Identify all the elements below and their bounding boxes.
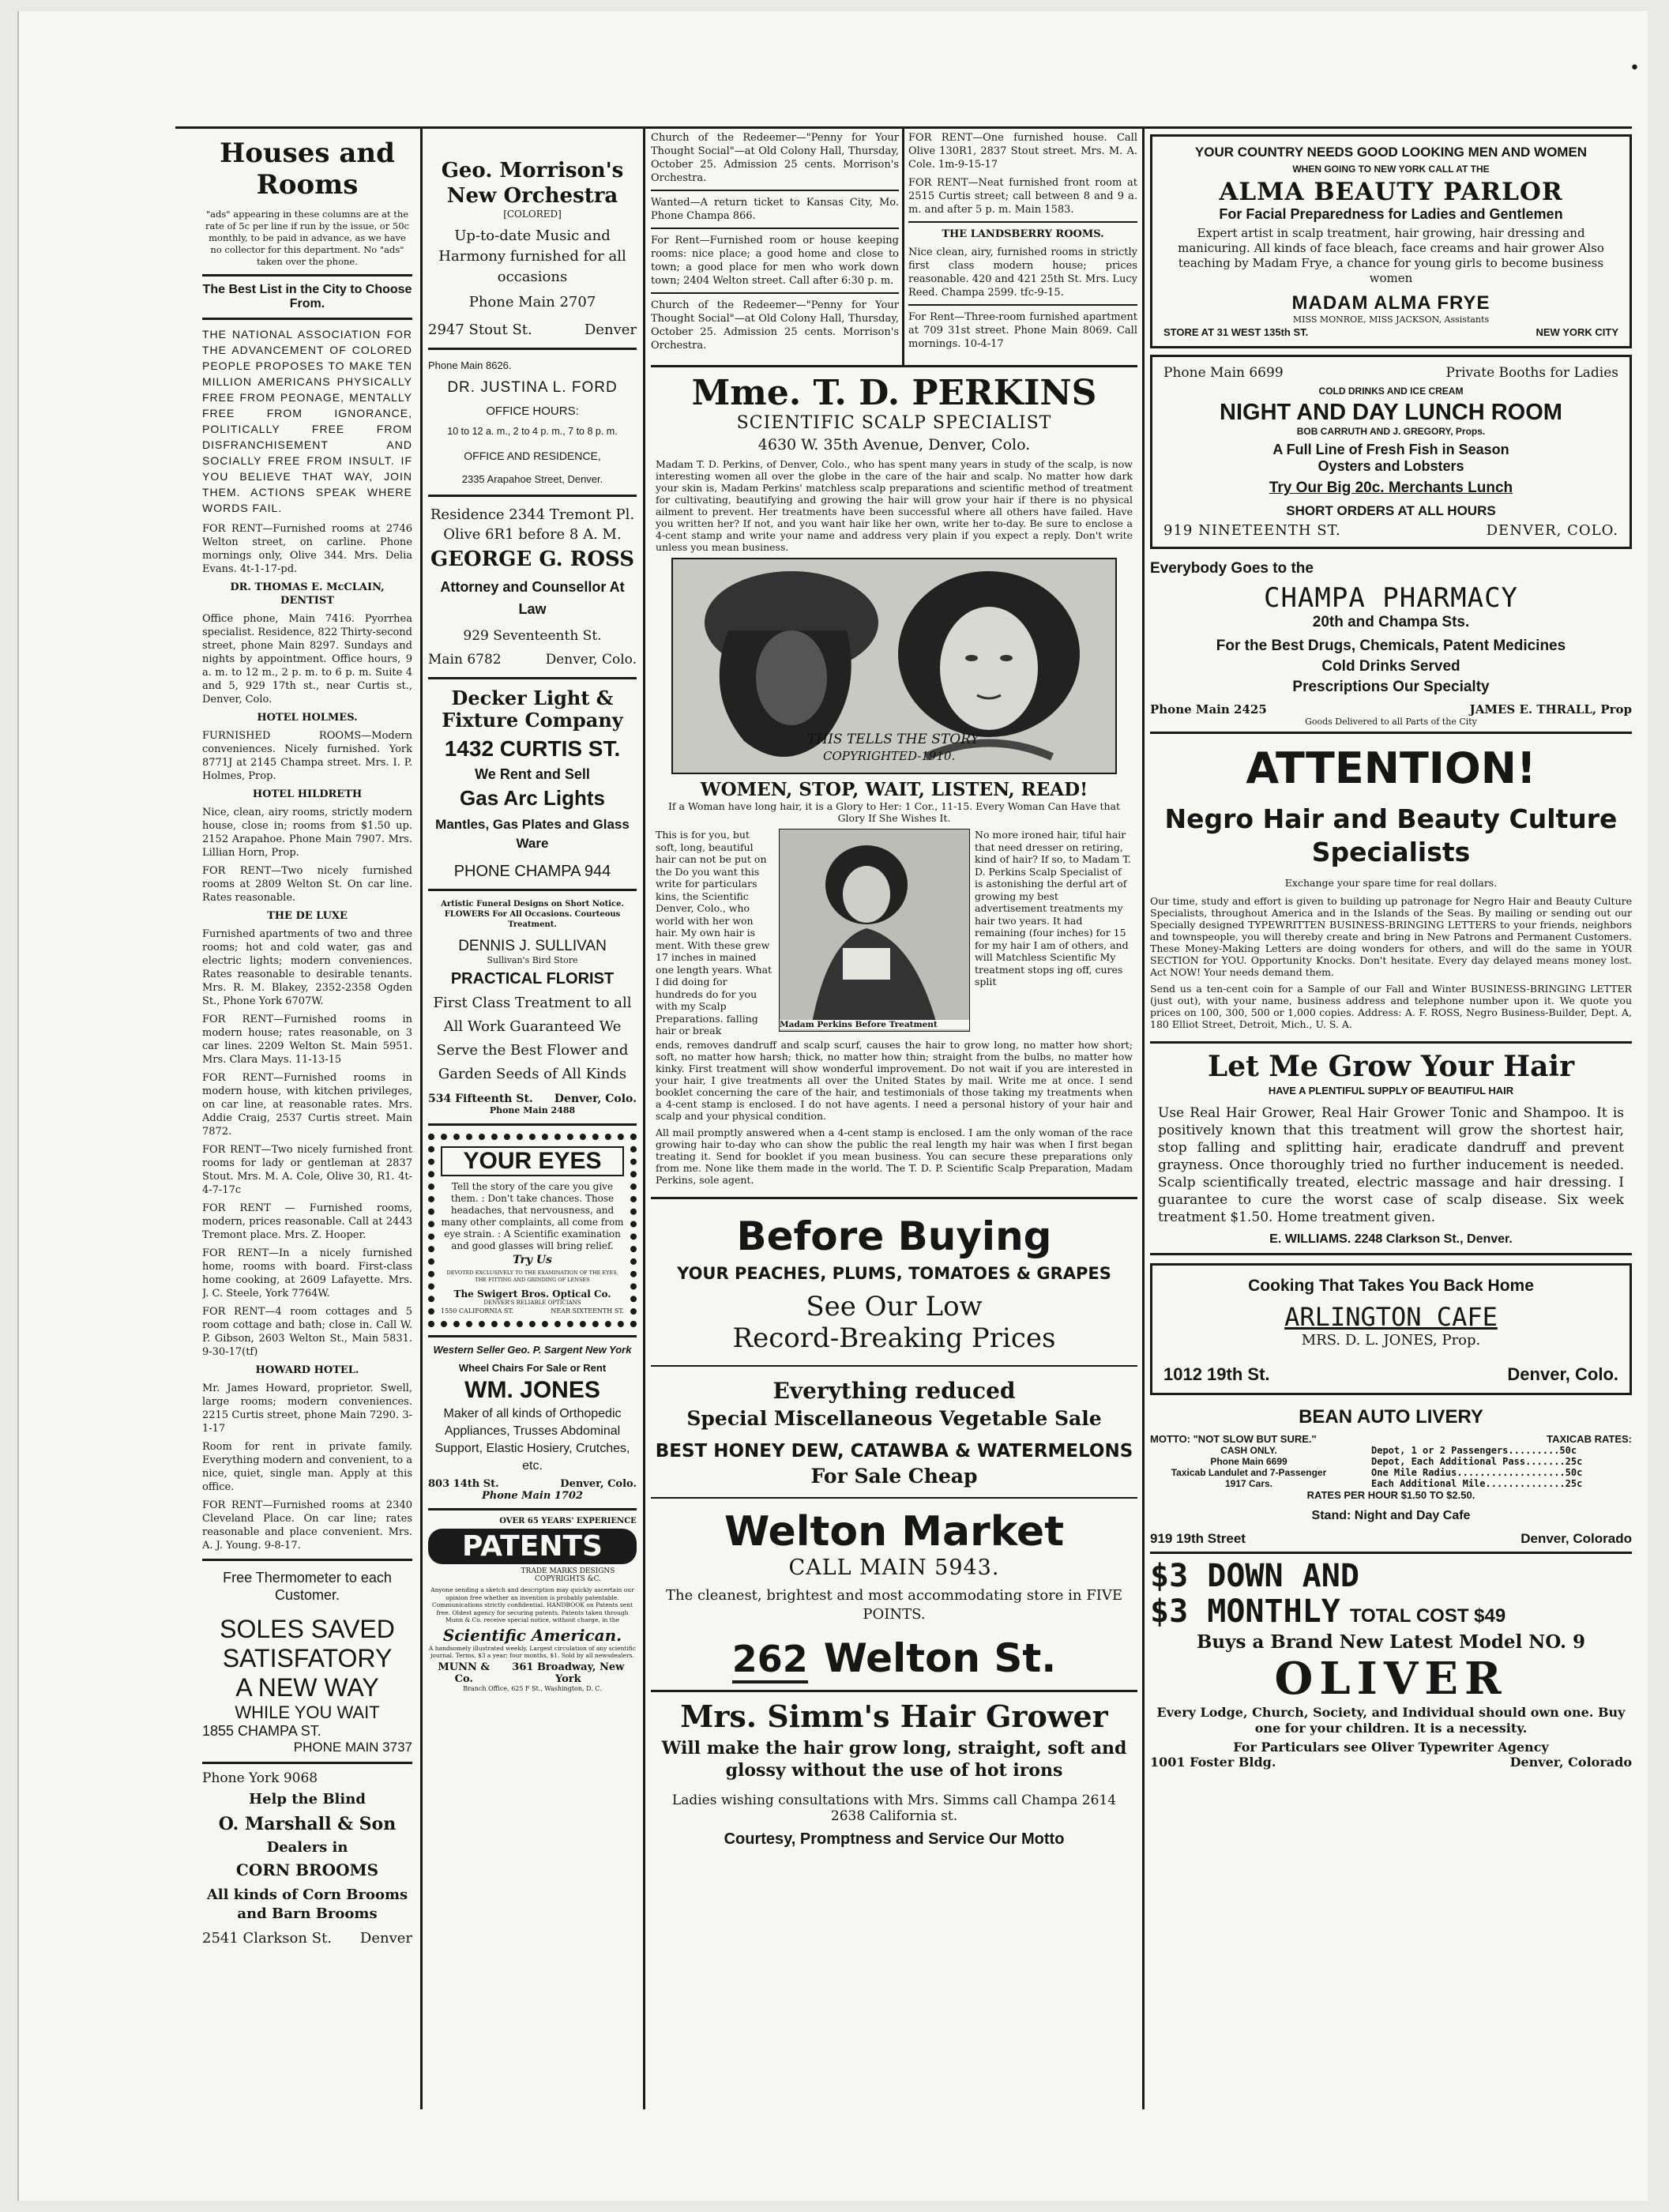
eyes-text: Tell the story of the care you give them. : Don't take chances. Those headaches, that nervousness, and many other complaints, all come from eye strain. : A Scientific examination and good glasses will bring relief. <box>441 1181 624 1251</box>
attention-sub: Negro Hair and Beauty Culture Specialists <box>1164 803 1618 867</box>
bean-hour: RATES PER HOUR $1.50 TO $2.50. <box>1306 1489 1475 1501</box>
jones-city: Denver, Colo. <box>560 1478 637 1490</box>
classified-heading: HOWARD HOTEL. <box>255 1364 359 1376</box>
bean-city: Denver, Colorado <box>1521 1531 1632 1546</box>
patents-ad <box>428 1510 637 1698</box>
photo-caption: COPYRIGHTED-1910. <box>823 749 956 763</box>
classified-ad: FOR RENT — Furnished rooms, modern, prices reasonable. Call at 2443 Tremont place. Mrs. Z. Hooper. <box>202 1202 412 1241</box>
decker-ad <box>428 679 637 891</box>
ross-residence: Residence 2344 Tremont Pl. <box>430 506 635 523</box>
pharmacy-every: Everybody Goes to the <box>1150 560 1314 577</box>
orchestra-ad <box>428 158 637 350</box>
ford-phone: Phone Main 8626. <box>428 359 512 371</box>
soles-line: A NEW WAY <box>235 1673 379 1702</box>
orchestra-city: Denver <box>584 322 637 338</box>
sullivan-city: Denver, Colo. <box>554 1093 637 1105</box>
cafe-prop: MRS. D. L. JONES, Prop. <box>1301 1332 1481 1349</box>
jones-top: Western Seller Geo. P. Sargent New York <box>433 1344 632 1356</box>
alma-prep: For Facial Preparedness for Ladies and Gentlemen <box>1219 206 1563 222</box>
cafe-name: ARLINGTON CAFE <box>1284 1302 1498 1332</box>
perkins-end: All mail promptly answered when a 4-cent stamp is enclosed. I am the only woman of the race growing hair to-day who can show the public the real length my hair was when I first began treating it. Send for booklet if you mean business. You can secure these preparations only from me. None like them made in the world. The T. D. P. Scientific Scalp Preparation, Madam Perkins, sole agent. <box>656 1126 1133 1186</box>
soles-address: 1855 CHAMPA ST. <box>202 1723 321 1739</box>
perkins-intro: Madam T. D. Perkins, of Denver, Colo., who has spent many years in study of the scalp, is now interesting women all over the globe in the care of the hair and scalp. No matter how dark your skin is, Madam Perkins' matchless scalp preparations and scientific method of treatment for cultivating, beautifying and growing the hair will grow your hair if there is no physical ailment to prevent. Her treatments have been successful where all others have failed. Have you written her? If not, and you want hair like her own, write her to-day. Be sure to enclose a 4-cent stamp and write your name and address very plain if you expect a reply. Don't write unless you mean business. <box>656 458 1133 553</box>
best-list-heading: The Best List in the City to Choose From. <box>202 283 412 310</box>
classified-ad: Nice clean, airy, furnished rooms in strictly first class modern house; prices reasonable. 420 and 421 25th St. Mrs. Lucy Reed. Champa 2599. tfc-9-15. <box>908 246 1137 299</box>
classified-ad: Furnished apartments of two and three rooms; hot and cold water, gas and electric lights; modern conveniences. Rates reasonable to desirable tenants. Mrs. R. M. Blakey, 2352-2358 Ogden St., Phone York 6707W. <box>202 928 412 1007</box>
classified-ad: FOR RENT—Two nicely furnished front rooms for lady or gentleman at 2837 Stout. Mrs. M. A. Cole, Olive 30, R1. 4t-4-7-17c <box>202 1144 412 1196</box>
perkins-name: Mme. T. D. PERKINS <box>691 373 1097 413</box>
decker-phone: PHONE CHAMPA 944 <box>453 863 611 880</box>
orchestra-title: Geo. Morrison's New Orchestra <box>441 159 624 208</box>
bean-phone: Phone Main 6699 <box>1210 1456 1287 1467</box>
column-rule <box>1142 126 1145 2109</box>
pharmacy-prop: JAMES E. THRALL, Prop <box>1469 702 1632 717</box>
ross-main: Main 6782 <box>428 652 502 668</box>
pharmacy-name: CHAMPA PHARMACY <box>1263 582 1519 614</box>
patents-text: Anyone sending a sketch and description may quickly ascertain our opinion free whether an invention is probably patentable. Communications strictly confidential. HANDBOOK on Patents sent free. Oldest agency for securing patents. Patents taken through Munn & Co. receive special notice, without charge, in the <box>430 1586 634 1623</box>
pharmacy-goods: Goods Delivered to all Parts of the City <box>1305 717 1477 727</box>
bean-livery-ad <box>1150 1401 1632 1554</box>
eyes-ad <box>428 1134 637 1327</box>
cafe-top: Cooking That Takes You Back Home <box>1248 1277 1534 1295</box>
lunch-fish: A Full Line of Fresh Fish in Season <box>1272 442 1509 457</box>
oliver-address: 1001 Foster Bldg. <box>1150 1755 1276 1770</box>
simm-motto: Courtesy, Promptness and Service Our Motto <box>724 1830 1065 1848</box>
rates-note: "ads" appearing in these columns are at the rate of 5c per line if run by the issue, or 50c monthly, to be paid in advance, as we have no collector for this department. No "ads" taken over the phone. <box>205 209 409 267</box>
grow-text: Use Real Hair Grower, Real Hair Grower Tonic and Shampoo. It is positively known that this treatment will grow the shortest hair, stop falling and splitting hair, eradicate dandruff and prevent grayness. Once thoroughly tried no further inducement is needed. Scalp scientifically treated, electric massage and hair dressing. I guarantee to cure the worst case of scalp disease. Six week treatment $1.50. Home treatment given. <box>1158 1105 1624 1225</box>
ross-address: 929 Seventeenth St. <box>463 628 602 644</box>
eyes-address: 1550 CALIFORNIA ST. <box>441 1307 514 1315</box>
market-clean: The cleanest, brightest and most accommodating store in FIVE POINTS. <box>666 1586 1122 1623</box>
perkins-photo <box>671 558 1117 774</box>
lunch-short: SHORT ORDERS AT ALL HOURS <box>1286 503 1496 518</box>
patents-over: OVER 65 YEARS' EXPERIENCE <box>499 1517 637 1525</box>
grow-signature: E. WILLIAMS. 2248 Clarkson St., Denver. <box>1269 1232 1513 1246</box>
column-rentals <box>908 126 1137 356</box>
market-name: Welton Market <box>724 1507 1065 1556</box>
orchestra-text: Up-to-date Music and Harmony furnished for all occasions <box>438 228 626 285</box>
cafe-city: Denver, Colo. <box>1507 1364 1618 1384</box>
ford-hours: 10 to 12 a. m., 2 to 4 p. m., 7 to 8 p. m. <box>447 426 618 437</box>
notice: Church of the Redeemer—"Penny for Your Thought Social"—at Old Colony Hall, Thursday, October 25. Admission 25 cents. Morrison's Orchestra. <box>651 132 899 184</box>
ross-ad <box>428 497 637 679</box>
soles-thermometer: Free Thermometer to each Customer. <box>223 1570 392 1603</box>
bean-address: 919 19th Street <box>1150 1531 1246 1546</box>
bean-rates: TAXICAB RATES: <box>1547 1433 1632 1445</box>
bean-cash: CASH ONLY. <box>1220 1445 1277 1456</box>
broom-dealers: Dealers in <box>266 1839 348 1856</box>
alma-top: YOUR COUNTRY NEEDS GOOD LOOKING MEN AND WOMEN <box>1194 145 1588 160</box>
section-title: Houses and Rooms <box>220 137 395 201</box>
oliver-total: TOTAL COST $49 <box>1349 1605 1506 1627</box>
attention-heading: ATTENTION! <box>1246 743 1536 793</box>
decker-mantles: Mantles, Gas Plates and Glass Ware <box>435 817 630 851</box>
notice: Wanted—A return ticket to Kansas City, Mo. Phone Champa 866. <box>651 197 899 222</box>
classified-ad: FOR RENT—One furnished house. Call Olive 130R1, 2837 Stout street. Mrs. M. A. Cole. 1m-9-15-17 <box>908 132 1137 171</box>
pharmacy-cold: Cold Drinks Served <box>1321 658 1460 675</box>
grow-hair-ad <box>1150 1044 1632 1255</box>
jones-address: 803 14th St. <box>428 1478 499 1490</box>
lunch-oysters: Oysters and Lobsters <box>1318 458 1464 474</box>
eyes-tagline: DENVER'S RELIABLE OPTICIANS <box>483 1300 581 1306</box>
sullivan-store: Sullivan's Bird Store <box>487 955 578 965</box>
classified-heading: THE DE LUXE <box>267 910 348 922</box>
classified-ad: FOR RENT—Furnished rooms in modern house, with kitchen privileges, on car line, at reasonable rates. Mrs. Addie Craig, 2537 Curtis street. Main 7872. <box>202 1072 412 1138</box>
oliver-buys: Buys a Brand New Latest Model NO. 9 <box>1196 1631 1586 1653</box>
perkins-ad <box>651 367 1137 1197</box>
newspaper-page <box>17 11 1648 2201</box>
jones-text: Maker of all kinds of Orthopedic Appliances, Trusses Abdominal Support, Elastic Hosiery, Crutches, etc. <box>434 1407 630 1473</box>
decker-gas: Gas Arc Lights <box>460 786 605 810</box>
column-houses-and-rooms <box>202 126 412 1947</box>
ford-hours-heading: OFFICE HOURS: <box>486 404 579 418</box>
classified-ad: Office phone, Main 7416. Pyorrhea specialist. Residence, 822 Thirty-second street, phone Main 8297. Sundays and nights by appointment. Office hours, 9 a. m. to 12 m., 2 p. m. to 6 p. m. Suite 4 and 5, 929 17th st., near Curtis st., Denver, Colo. <box>202 613 412 705</box>
decker-name: Decker Light & Fixture Company <box>442 687 623 732</box>
decker-rent: We Rent and Sell <box>475 766 590 782</box>
market-call: CALL MAIN 5943. <box>788 1555 1000 1580</box>
column-notices <box>651 126 899 356</box>
perkins-inset <box>779 829 970 1032</box>
sullivan-name: DENNIS J. SULLIVAN <box>458 938 607 954</box>
classified-ad: Nice, clean, airy rooms, strictly modern house, close in; rooms from $1.50 up. 2152 Arapahoe. Phone Main 7907. Mrs. Lillian Horn, Prop. <box>202 807 412 859</box>
soles-phone: PHONE MAIN 3737 <box>293 1740 412 1755</box>
alma-text: Expert artist in scalp treatment, hair growing, hair dressing and manicuring. All kinds of face bleach, face creams and hair grower Also teaching by Madam Frye, a chance for young girls to become business women <box>1178 226 1604 285</box>
lunch-booths: Private Booths for Ladies <box>1445 365 1618 381</box>
bean-cars: 1917 Cars. <box>1224 1478 1273 1489</box>
welton-market-ad <box>651 1199 1137 1690</box>
attention-ad <box>1150 734 1632 1044</box>
soles-line: SOLES SAVED <box>220 1615 395 1643</box>
decker-address: 1432 CURTIS ST. <box>444 736 621 761</box>
pharmacy-phone: Phone Main 2425 <box>1150 702 1267 717</box>
orchestra-phone: Phone Main 2707 <box>468 294 596 310</box>
sullivan-ad <box>428 891 637 1126</box>
column-rule <box>420 126 423 2109</box>
market-special: Special Miscellaneous Vegetable Sale <box>686 1406 1102 1430</box>
classified-heading: THE LANDSBERRY ROOMS. <box>942 228 1104 240</box>
lunch-cold: COLD DRINKS AND ICE CREAM <box>1318 386 1464 397</box>
orchestra-colored: [COLORED] <box>503 209 562 220</box>
ford-name: DR. JUSTINA L. FORD <box>447 379 618 396</box>
sullivan-top: Artistic Funeral Designs on Short Notice. FLOWERS For All Occasions. Courteous Treatment. <box>441 900 624 929</box>
inset-caption: Madam Perkins Before Treatment <box>780 1020 969 1029</box>
attention-send: Send us a ten-cent coin for a Sample of our Fall and Winter BUSINESS-BRINGING LETTER (just out), with your name, business address and telephone number upon it. We quote you prices on 100, 300, 500 or 1,000 copies. Address: A. F. ROSS, Negro Business-Builder, Dept. A, 180 Elliot Street, Detroit, Mich., U. S. A. <box>1150 983 1632 1030</box>
perkins-body: ends, removes dandruff and scalp scurf, causes the hair to grow long, no matter how short; soft, no matter how harsh; thick, no matter how thin; straight from the bulbs, no matter how kinky. First treatment will show wonderful improvement. Do not wait if you are interested in your hair, I give treatments all over the United States by mail. Write me at once. I send booklet concerning the care of the hair, and testimonials of those taking my treatments when a 4-cent stamp is enclosed. I do not have agents. I need a personal history of your hair and scalp and your physical condition. <box>656 1038 1133 1122</box>
simm-name: Mrs. Simm's Hair Grower <box>680 1698 1108 1734</box>
eyes-devoted: DEVOTED EXCLUSIVELY TO THE EXAMINATION OF THE EYES, THE FITTING AND GRINDING OF LENSES <box>446 1270 618 1283</box>
perkins-women-heading: WOMEN, STOP, WAIT, LISTEN, READ! <box>700 779 1088 800</box>
soles-line: WHILE YOU WAIT <box>235 1702 380 1722</box>
lunch-try: Try Our Big 20c. Merchants Lunch <box>1269 480 1513 496</box>
attention-text: Our time, study and effort is given to building up patronage for Negro Hair and Beauty Culture Specialists, throughout America and in the Islands of the Seas. By mailing or sending out our Specially designed TYPEWRITTEN BUSINESS-BRINGING LETTERS to your friends, neighbors and townspeople, you will thereby create and bring in New Patrons and Permanent Customers. These Money-Making Letters are doing wonders for others, and will do the same in YOUR SECTION for YOU. Opportunity Knocks. Don't hesitate. Every day delayed means money lost. Act NOW! Your needs demand them. <box>1150 895 1632 978</box>
alma-going: WHEN GOING TO NEW YORK CALL AT THE <box>1292 164 1490 175</box>
lunch-room-ad <box>1150 355 1632 549</box>
pharmacy-location: 20th and Champa Sts. <box>1312 614 1470 630</box>
simm-ladies: Ladies wishing consultations with Mrs. Simms call Champa 2614 <box>671 1792 1117 1808</box>
patents-word: PATENTS <box>428 1529 637 1564</box>
oliver-ad <box>1150 1554 1632 1774</box>
simm-text: Will make the hair grow long, straight, soft and glossy without the use of hot irons <box>661 1737 1127 1781</box>
eyes-try: Try Us <box>513 1254 552 1266</box>
classified-ad: FOR RENT—Furnished rooms in modern house; rates reasonable, on 3 car lines. 2209 Welton St. Main 5951. Mrs. Clara Mays. 11-13-15 <box>202 1014 412 1066</box>
alma-city: NEW YORK CITY <box>1536 326 1618 338</box>
patents-branch: Branch Office, 625 F St., Washington, D. C. <box>463 1684 602 1692</box>
classified-heading: DR. THOMAS E. McCLAIN, DENTIST <box>230 581 385 607</box>
market-fruit: YOUR PEACHES, PLUMS, TOMATOES & GRAPES <box>677 1263 1111 1283</box>
orchestra-address: 2947 Stout St. <box>428 322 532 338</box>
pharmacy-best: For the Best Drugs, Chemicals, Patent Medicines <box>1216 638 1566 654</box>
patents-marks: TRADE MARKS DESIGNS COPYRIGHTS &C. <box>521 1567 615 1583</box>
perkins-address: 4630 W. 35th Avenue, Denver, Colo. <box>757 436 1031 453</box>
lunch-name: NIGHT AND DAY LUNCH ROOM <box>1220 400 1562 425</box>
broom-phone: Phone York 9068 <box>202 1770 318 1786</box>
perkins-right-text: No more ironed hair, tiful hair that need dresser on retiring, kind of hair? If so, to Madam T. D. Perkins Scalp Specialist of is astonishing the derful art of growing my best advertisement treatments my hair two years. It had remaining (four inches) for 15 for my hair I am of others, and will Matchless Scientific My treatment stops ing off, cures split <box>975 829 1131 988</box>
oliver-line2: $3 MONTHLY <box>1150 1593 1340 1630</box>
sullivan-address: 534 Fifteenth St. <box>428 1093 533 1105</box>
column-business-cards <box>428 126 637 1698</box>
classified-heading: HOTEL HOLMES. <box>257 712 358 724</box>
patents-weekly: A handsomely illustrated weekly. Largest circulation of any scientific journal. Terms, $3 a year; four months, $1. Sold by all newsdealers. <box>428 1644 637 1659</box>
corner-mark: • <box>1630 58 1640 78</box>
column-display-ads <box>1150 126 1632 1774</box>
jones-chairs: Wheel Chairs For Sale or Rent <box>458 1362 607 1374</box>
patents-munn: MUNN & Co. <box>438 1661 491 1685</box>
classified-ad: Room for rent in private family. Everything modern and convenient, to a nice, quiet, single man. Apply at this office. <box>202 1441 412 1493</box>
jones-ad <box>428 1335 637 1510</box>
eyes-near: NEAR SIXTEENTH ST. <box>551 1307 624 1315</box>
classified-ad: FOR RENT—Neat furnished front room at 2515 Curtis street; call between 8 and 9 a. m. and after 5 p. m. Main 1583. <box>908 177 1137 216</box>
market-street: Welton St. <box>823 1635 1057 1681</box>
oliver-name: OLIVER <box>1274 1653 1508 1705</box>
broom-ad <box>202 1770 412 1947</box>
ross-name: GEORGE G. ROSS <box>430 547 634 571</box>
column-wide-ads <box>651 365 1137 1855</box>
alma-store: STORE AT 31 WEST 135th ST. <box>1163 326 1309 338</box>
market-see: See Our Low <box>806 1290 983 1322</box>
lunch-props: BOB CARRUTH AND J. GREGORY, Props. <box>1296 426 1486 437</box>
soles-line: SATISFATORY <box>222 1644 393 1672</box>
classified-ad: FOR RENT—Two nicely furnished rooms at 2809 Welton St. On car line. Rates reasonable. <box>202 865 412 904</box>
bean-rate: Each Additional Mile..............25c <box>1371 1478 1583 1489</box>
market-cheap: For Sale Cheap <box>810 1464 978 1488</box>
jones-phone: Phone Main 1702 <box>481 1490 584 1502</box>
classified-ad: For Rent—Three-room furnished apartment at 709 31st street. Phone Main 8069. Call mornings. 10-4-17 <box>908 311 1137 350</box>
classified-ad: FOR RENT—In a nicely furnished home, rooms with board. First-class home cooking, at 2609 Lafayette. Mrs. J. C. Steele, York 7764W. <box>202 1247 412 1300</box>
perkins-corinthians: If a Woman have long hair, it is a Glory to Her: 1 Cor., 11-15. Every Woman Can Have that Glory If She Wishes It. <box>667 800 1120 824</box>
classified-ad: FOR RENT—4 room cottages and 5 room cottage and bath; close in. Call W. P. Gibson, 2603 Welton St., Main 5831. 9-30-17(tf) <box>202 1306 412 1358</box>
perkins-subtitle: SCIENTIFIC SCALP SPECIALIST <box>736 413 1052 433</box>
sullivan-text: First Class Treatment to all All Work Guaranteed We Serve the Best Flower and Garden Seeds of All Kinds <box>433 995 632 1082</box>
lunch-phone: Phone Main 6699 <box>1163 365 1284 381</box>
broom-city: Denver <box>359 1930 412 1947</box>
eyes-company: The Swigert Bros. Optical Co. <box>453 1288 611 1300</box>
column-rule <box>902 126 904 365</box>
broom-name: O. Marshall & Son <box>218 1814 397 1834</box>
perkins-portrait <box>780 830 969 1031</box>
bean-taxi: Taxicab Landulet and 7-Passenger <box>1171 1467 1327 1478</box>
simm-ad <box>651 1692 1137 1855</box>
oliver-line1: $3 DOWN AND <box>1150 1558 1359 1594</box>
market-number: 262 <box>732 1638 808 1683</box>
market-heading: Before Buying <box>736 1213 1052 1259</box>
bean-rate: Depot, Each Additional Pass.......25c <box>1371 1456 1583 1467</box>
sullivan-florist: PRACTICAL FLORIST <box>450 970 615 988</box>
soles-ad <box>202 1569 412 1755</box>
bean-stand: Stand: Night and Day Cafe <box>1311 1509 1471 1522</box>
oliver-city: Denver, Colorado <box>1509 1755 1632 1770</box>
alma-assistants: MISS MONROE, MISS JACKSON, Assistants <box>1292 314 1490 325</box>
grow-heading: Let Me Grow Your Hair <box>1207 1050 1575 1083</box>
bean-heading: BEAN AUTO LIVERY <box>1299 1406 1483 1428</box>
classified-ad: FOR RENT—Furnished rooms at 2340 Cleveland Place. On car line; rates reasonable and place convenient. Mrs. A. J. Young. 9-8-17. <box>202 1499 412 1552</box>
market-prices: Record-Breaking Prices <box>732 1322 1056 1354</box>
notice: Church of the Redeemer—"Penny for Your Thought Social"—at Old Colony Hall, Thursday, October 25. Admission 25 cents. Morrison's Orchestra. <box>651 299 899 352</box>
broom-help: Help the Blind <box>249 1791 366 1808</box>
classified-heading: HOTEL HILDRETH <box>252 788 363 800</box>
arlington-cafe-ad <box>1150 1263 1632 1395</box>
ford-residence-heading: OFFICE AND RESIDENCE, <box>464 450 601 462</box>
ross-title: Attorney and Counsellor At Law <box>440 579 625 617</box>
broom-address: 2541 Clarkson St. <box>202 1930 332 1947</box>
market-honey: BEST HONEY DEW, CATAWBA & WATERMELONS <box>655 1440 1133 1462</box>
notice: For Rent—Furnished room or house keeping rooms: nice place; a good home and close to town; a good place for men who work down town; 2404 Welton street. Call after 6:30 p. m. <box>651 235 899 287</box>
lunch-address: 919 NINETEENTH ST. <box>1163 522 1341 539</box>
bean-rate: One Mile Radius...................50c <box>1371 1467 1583 1478</box>
market-everything: Everything reduced <box>772 1377 1016 1404</box>
broom-kinds: All kinds of Corn Brooms and Barn Brooms <box>206 1887 408 1922</box>
bean-rate: Depot, 1 or 2 Passengers.........50c <box>1371 1445 1577 1456</box>
alma-beauty-ad <box>1150 134 1632 348</box>
classified-ad: FOR RENT—Furnished rooms at 2746 Welton street, on carline. Phone mornings only, Olive 344. Mrs. Delia Evans. 4t-1-17-pd. <box>202 523 412 575</box>
oliver-every: Every Lodge, Church, Society, and Individual should own one. Buy one for your children. It is a necessity. <box>1156 1705 1626 1736</box>
jones-name: WM. JONES <box>464 1377 600 1403</box>
patents-scientific: Scientific American. <box>442 1625 622 1645</box>
ross-phone: Olive 6R1 before 8 A. M. <box>443 526 622 543</box>
photo-caption: THIS TELLS THE STORY <box>807 732 979 747</box>
alma-name: ALMA BEAUTY PARLOR <box>1219 178 1563 206</box>
oliver-particulars: For Particulars see Oliver Typewriter Agency <box>1233 1740 1549 1755</box>
lunch-city: DENVER, COLO. <box>1486 522 1618 539</box>
classified-ad: Mr. James Howard, proprietor. Swell, large rooms; modern conveniences. 2215 Curtis street, phone Main 7290. 3-1-17 <box>202 1382 412 1435</box>
ross-city: Denver, Colo. <box>545 652 637 668</box>
eyes-title: YOUR EYES <box>441 1146 624 1176</box>
patents-munn-address: 361 Broadway, New York <box>512 1661 625 1685</box>
classified-ad: FURNISHED ROOMS—Modern conveniences. Nicely furnished. York 8771J at 2145 Champa street. Mrs. I. P. Holmes, Prop. <box>202 730 412 782</box>
attention-exchange: Exchange your spare time for real dollars. <box>1284 877 1498 889</box>
ford-address: 2335 Arapahoe Street, Denver. <box>461 473 603 485</box>
alma-madam: MADAM ALMA FRYE <box>1291 292 1490 314</box>
bean-motto: MOTTO: "NOT SLOW BUT SURE." <box>1150 1433 1317 1445</box>
cafe-address: 1012 19th St. <box>1163 1364 1270 1384</box>
ford-ad <box>428 350 637 497</box>
grow-sub: HAVE A PLENTIFUL SUPPLY OF BEAUTIFUL HAIR <box>1268 1085 1514 1097</box>
pharmacy-prescriptions: Prescriptions Our Specialty <box>1292 679 1490 695</box>
broom-corn: CORN BROOMS <box>235 1860 379 1879</box>
sullivan-phone: Phone Main 2488 <box>489 1105 576 1115</box>
simm-address: 2638 California st. <box>830 1808 958 1824</box>
association-notice: THE NATIONAL ASSOCIATION FOR THE ADVANCEMENT OF COLORED PEOPLE PROPOSES TO MAKE TEN MILLION AMERICANS PHYSICALLY FREE FROM PEONAGE, MENTALLY FREE FROM IGNORANCE, POLITICALLY FREE FROM DISFRANCHISEMENT AND SOCIALLY FREE FROM INSULT. IF YOU BELIEVE THAT WAY, JOIN THEM. ACTIONS SPEAK WHERE WORDS FAIL. <box>202 328 412 514</box>
pharmacy-ad <box>1150 555 1632 734</box>
column-rule <box>643 126 645 2109</box>
perkins-left-text: This is for you, but soft, long, beautiful hair can not be put on the Do you want this write for particulars kins, the Scientific Denver, Colo., who world with her won hair. My own hair is ment. With these grew 17 inches in mained one length years. What I did doing for hundreds do for you with my Scalp Preparations. falling hair or break <box>656 829 772 1036</box>
